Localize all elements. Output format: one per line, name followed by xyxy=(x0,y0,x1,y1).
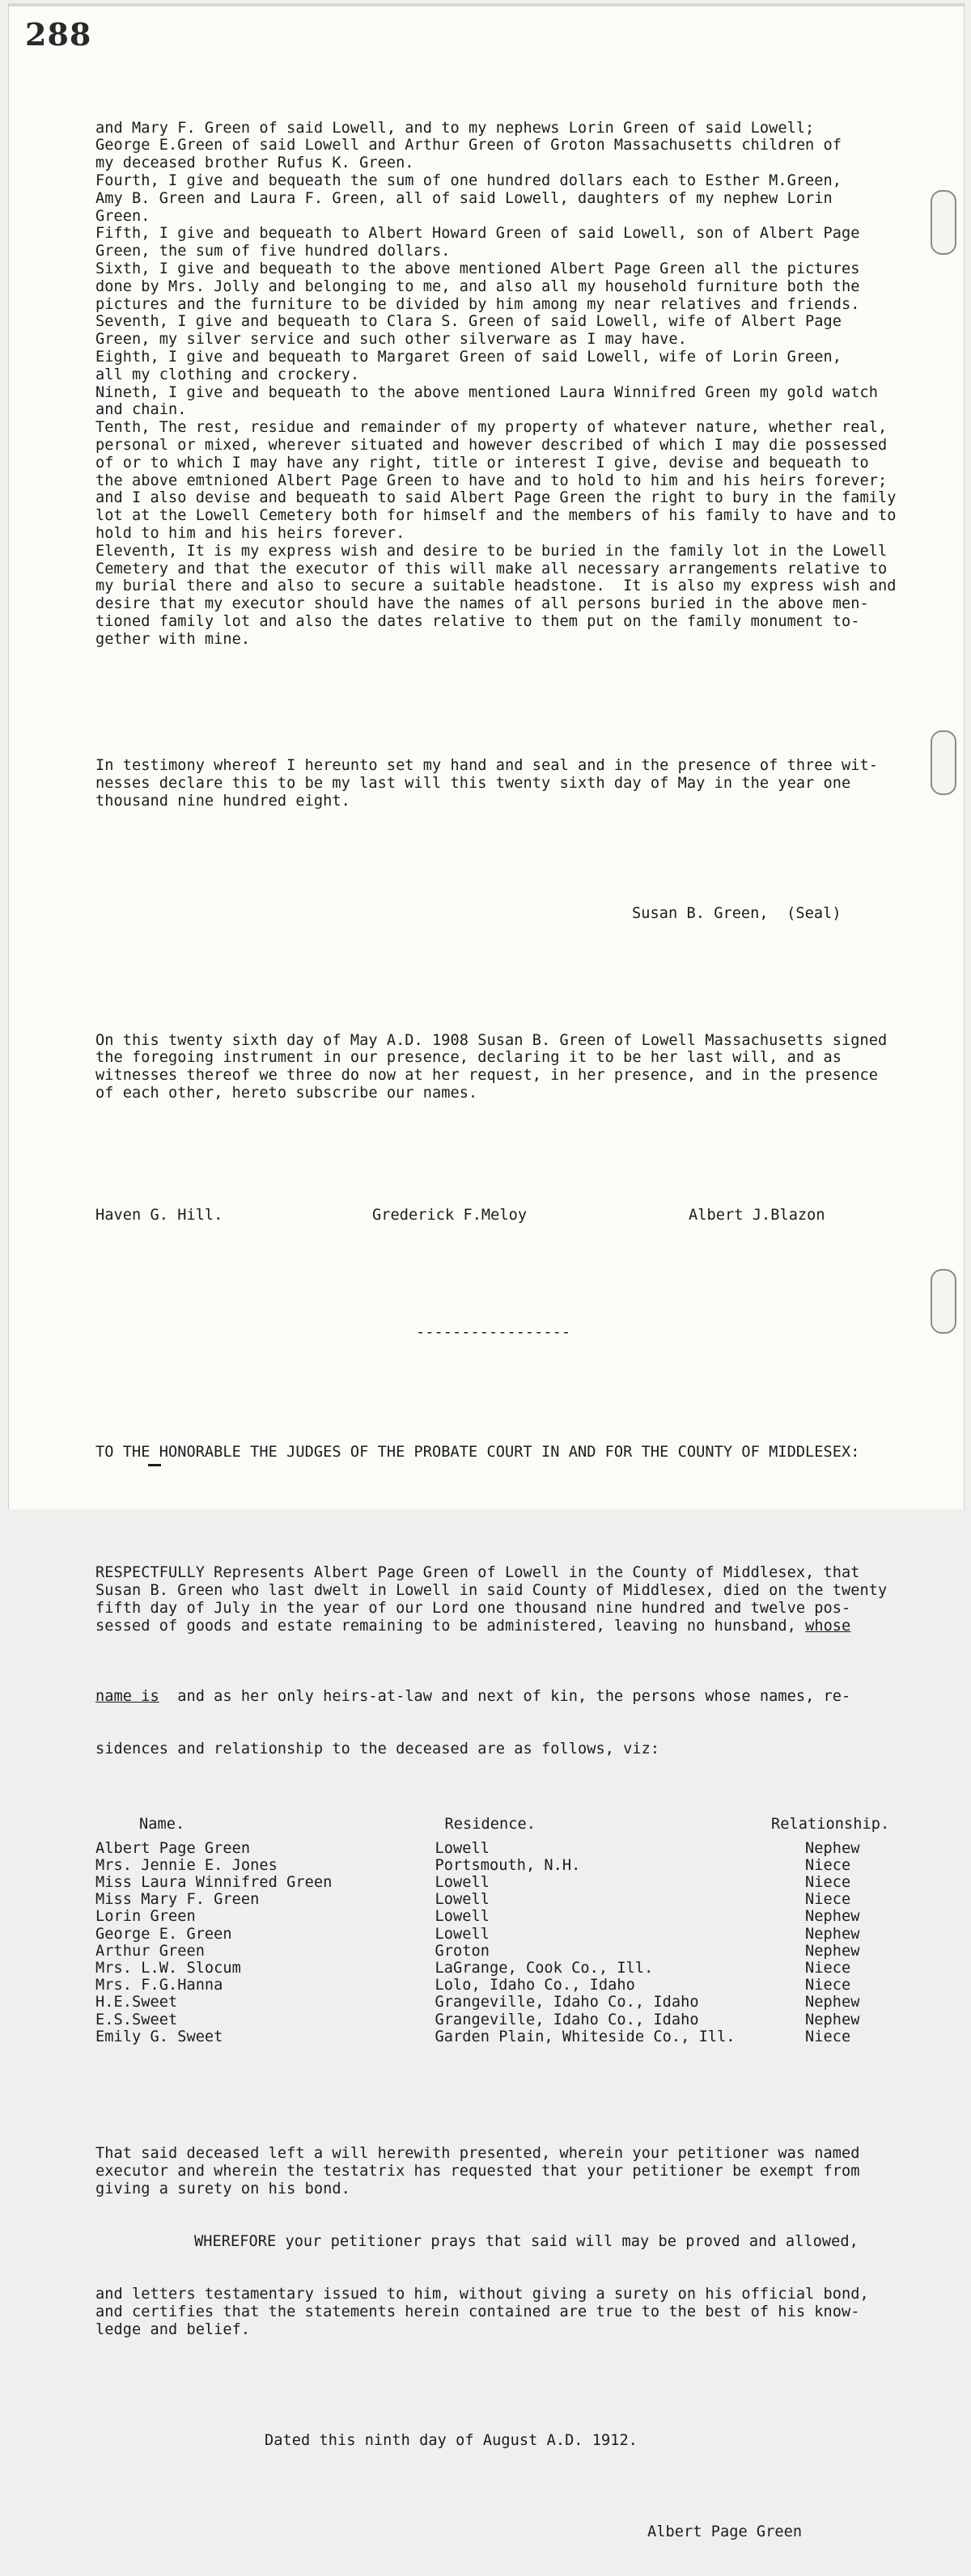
wherefore-line: and letters testamentary issued to him, without giving a surety on his official bond, xyxy=(95,2286,869,2303)
document-body xyxy=(95,84,937,2576)
heir-row xyxy=(95,1960,937,1977)
will-presented-line: executor and wherein the testatrix has requested that your petitioner be exempt from xyxy=(95,2162,860,2180)
petition-intro-line: fifth day of July in the year of our Lord one thousand nine hundred and twelve pos- xyxy=(95,1599,851,1617)
heir-name: Albert Page Green xyxy=(95,1839,251,1857)
attestation-line: On this twenty sixth day of May A.D. 1908 Susan B. Green of Lowell Massachusetts signed xyxy=(95,1031,888,1049)
witness-signatures xyxy=(95,1207,937,1225)
dated-line: Dated this ninth day of August A.D. 1912. xyxy=(265,2431,638,2449)
residences-line: sidences and relationship to the deceased are as follows, viz: xyxy=(95,1741,660,1758)
will-line: Fourth, I give and bequeath the sum of one hundred dollars each to Esther M.Green, xyxy=(95,171,842,189)
heir-row xyxy=(95,2011,937,2028)
will-line: Amy B. Green and Laura F. Green, all of said Lowell, daughters of my nephew Lorin xyxy=(95,189,833,207)
testimony-clause xyxy=(95,757,937,810)
heir-name: H.E.Sweet xyxy=(95,1994,178,2011)
petition-intro xyxy=(95,1564,937,1635)
heir-residence: LaGrange, Cook Co., Ill. xyxy=(435,1959,654,1977)
will-line: lot at the Lowell Cemetery both for himself and the members of his family to have and to xyxy=(95,507,897,525)
column-header-name: Name. xyxy=(139,1816,185,1834)
heir-name: George E. Green xyxy=(95,1925,232,1943)
will-line: Green, the sum of five hundred dollars. xyxy=(95,243,451,260)
will-line: Green, my silver service and such other silverware as I may have. xyxy=(95,331,687,349)
heir-relationship: Niece xyxy=(805,1977,851,1994)
heir-relationship: Nephew xyxy=(805,1908,860,1926)
will-line: Cemetery and that the executor of this will make all necessary arrangements relative to xyxy=(95,560,888,577)
section-divider: ----------------- xyxy=(416,1323,571,1341)
whose-text: whose xyxy=(805,1617,851,1635)
wherefore-first-line: WHEREFORE your petitioner prays that said will may be proved and allowed, xyxy=(194,2232,859,2250)
will-line: Sixth, I give and bequeath to the above mentioned Albert Page Green all the pictures xyxy=(95,260,860,277)
will-line: personal or mixed, wherever situated and however described of which I may die possessed xyxy=(95,436,888,454)
heir-residence: Grangeville, Idaho Co., Idaho xyxy=(435,2011,699,2028)
heir-relationship: Nephew xyxy=(805,2011,860,2028)
petition-intro-line: sessed of goods and estate remaining to be administered, leaving no hunsband, whose xyxy=(95,1617,851,1635)
will-line: tioned family lot and also the dates relative to them put on the family monument to- xyxy=(95,612,860,630)
attestation-line: witnesses thereof we three do now at her request, in her presence, and in the presence xyxy=(95,1067,879,1085)
heirs-table xyxy=(95,1816,937,2045)
heir-row xyxy=(95,1857,937,1874)
heir-residence: Lowell xyxy=(435,1873,490,1891)
petition-heading: TO THE HONORABLE THE JUDGES OF THE PROBATE COURT IN AND FOR THE COUNTY OF MIDDLESEX: xyxy=(95,1444,860,1461)
will-line: Fifth, I give and bequeath to Albert Howard Green of said Lowell, son of Albert Page xyxy=(95,225,860,243)
will-line: the above emtnioned Albert Page Green to have and to hold to him and his heirs forever; xyxy=(95,472,888,489)
petition-intro-line xyxy=(95,1688,937,1706)
heir-name: E.S.Sweet xyxy=(95,2011,178,2028)
heir-relationship: Nephew xyxy=(805,1994,860,2011)
heir-relationship: Nephew xyxy=(805,1942,860,1960)
testimony-line: nesses declare this to be my last will this twenty sixth day of May in the year one xyxy=(95,775,851,793)
will-line: my burial there and also to secure a suitable headstone. It is also my express wish and xyxy=(95,577,897,595)
heir-relationship: Niece xyxy=(805,1959,851,1977)
column-header-residence: Residence. xyxy=(444,1816,536,1834)
will-line: George E.Green of said Lowell and Arthur Green of Groton Massachusetts children of xyxy=(95,137,842,154)
heir-row xyxy=(95,1994,937,2011)
heir-row xyxy=(95,1840,937,1857)
heir-residence: Garden Plain, Whiteside Co., Ill. xyxy=(435,2028,736,2045)
heir-row xyxy=(95,1977,937,1994)
will-line: Tenth, The rest, residue and remainder of my property of whatever nature, whether real, xyxy=(95,419,888,437)
heir-residence: Portsmouth, N.H. xyxy=(435,1856,581,1874)
will-line: and chain. xyxy=(95,401,187,419)
heir-residence: Lowell xyxy=(435,1839,490,1857)
heir-name: Miss Mary F. Green xyxy=(95,1891,260,1909)
will-line: Green. xyxy=(95,207,151,225)
heir-name: Lorin Green xyxy=(95,1908,196,1926)
will-line: my deceased brother Rufus K. Green. xyxy=(95,154,414,172)
will-line: desire that my executor should have the names of all persons buried in the above men- xyxy=(95,595,869,613)
attestation-line: of each other, hereto subscribe our names. xyxy=(95,1085,478,1102)
document-page xyxy=(8,3,965,2540)
heir-name: Mrs. Jennie E. Jones xyxy=(95,1856,278,1874)
petitioner-signature: Albert Page Green xyxy=(647,2523,803,2540)
heir-name: Miss Laura Winnifred Green xyxy=(95,1873,333,1891)
heir-name: Mrs. L.W. Slocum xyxy=(95,1959,241,1977)
petition-intro-line xyxy=(95,1741,937,1758)
petition-intro-continuation: and as her only heirs-at-law and next of kin, the persons whose names, re- xyxy=(159,1687,851,1705)
will-bequests xyxy=(95,120,937,649)
heir-residence: Lolo, Idaho Co., Idaho xyxy=(435,1977,635,1994)
attestation-line: the foregoing instrument in our presence, declaring it to be her last will, and as xyxy=(95,1049,842,1067)
will-line: and I also devise and bequeath to said Albert Page Green the right to bury in the family xyxy=(95,489,897,507)
will-presented-line: giving a surety on his bond. xyxy=(95,2180,350,2197)
will-line: gether with mine. xyxy=(95,630,251,648)
will-line: Eighth, I give and bequeath to Margaret Green of said Lowell, wife of Lorin Green, xyxy=(95,348,842,366)
petition-intro-line: Susan B. Green who last dwelt in Lowell in said County of Middlesex, died on the twenty xyxy=(95,1581,888,1599)
page-top-edge xyxy=(9,3,964,6)
heir-residence: Grangeville, Idaho Co., Idaho xyxy=(435,1994,699,2011)
wherefore-line: and certifies that the statements herein contained are true to the best of his know- xyxy=(95,2303,860,2321)
heir-residence: Lowell xyxy=(435,1891,490,1909)
heir-row xyxy=(95,2028,937,2045)
wherefore-clause xyxy=(95,2286,937,2338)
witness-name: Haven G. Hill. xyxy=(95,1206,223,1224)
heir-row xyxy=(95,1908,937,1925)
heir-name: Emily G. Sweet xyxy=(95,2028,223,2045)
wherefore-line: ledge and belief. xyxy=(95,2320,251,2338)
heirs-table-header xyxy=(95,1816,937,1839)
name-is-text: name is xyxy=(95,1687,159,1705)
testimony-line: In testimony whereof I hereunto set my hand and seal and in the presence of three wit- xyxy=(95,757,879,775)
heir-relationship: Nephew xyxy=(805,1839,860,1857)
heir-relationship: Nephew xyxy=(805,1925,860,1943)
will-line: Nineth, I give and bequeath to the above mentioned Laura Winnifred Green my gold watch xyxy=(95,383,879,401)
petition-intro-line: RESPECTFULLY Represents Albert Page Green of Lowell in the County of Middlesex, that xyxy=(95,1564,860,1582)
will-line: done by Mrs. Jolly and belonging to me, and also all my household furniture both the xyxy=(95,277,860,295)
will-line: hold to him and his heirs forever. xyxy=(95,524,405,542)
column-header-relationship: Relationship. xyxy=(771,1816,890,1834)
will-line: Eleventh, It is my express wish and desire to be buried in the family lot in the Lowell xyxy=(95,542,888,560)
heir-relationship: Niece xyxy=(805,1856,851,1874)
pen-mark xyxy=(148,1464,161,1466)
attestation-clause xyxy=(95,1032,937,1102)
heir-relationship: Niece xyxy=(805,1891,851,1909)
heir-residence: Lowell xyxy=(435,1925,490,1943)
will-line: and Mary F. Green of said Lowell, and to my nephews Lorin Green of said Lowell; xyxy=(95,119,815,137)
heir-residence: Lowell xyxy=(435,1908,490,1926)
heir-relationship: Niece xyxy=(805,2028,851,2045)
heir-name: Arthur Green xyxy=(95,1942,205,1960)
testimony-line: thousand nine hundred eight. xyxy=(95,793,350,810)
heir-residence: Groton xyxy=(435,1942,490,1960)
will-line: all my clothing and crockery. xyxy=(95,366,360,383)
heir-row xyxy=(95,1891,937,1908)
will-line: pictures and the furniture to be divided by him among my near relatives and friends. xyxy=(95,295,860,313)
heir-row xyxy=(95,1943,937,1960)
will-line: of or to which I may have any right, title or interest I give, devise and bequeath to xyxy=(95,454,869,472)
will-presented-clause xyxy=(95,2145,937,2197)
witness-name: Grederick F.Meloy xyxy=(372,1206,528,1224)
witness-name: Albert J.Blazon xyxy=(689,1206,825,1224)
page-number: 288 xyxy=(25,16,92,53)
heir-row xyxy=(95,1874,937,1891)
will-presented-line: That said deceased left a will herewith presented, wherein your petitioner was named xyxy=(95,2144,860,2162)
heir-relationship: Niece xyxy=(805,1873,851,1891)
heir-name: Mrs. F.G.Hanna xyxy=(95,1977,223,1994)
testator-signature: Susan B. Green, (Seal) xyxy=(632,904,842,922)
heir-row xyxy=(95,1926,937,1943)
will-line: Seventh, I give and bequeath to Clara S. Green of said Lowell, wife of Albert Page xyxy=(95,313,842,331)
